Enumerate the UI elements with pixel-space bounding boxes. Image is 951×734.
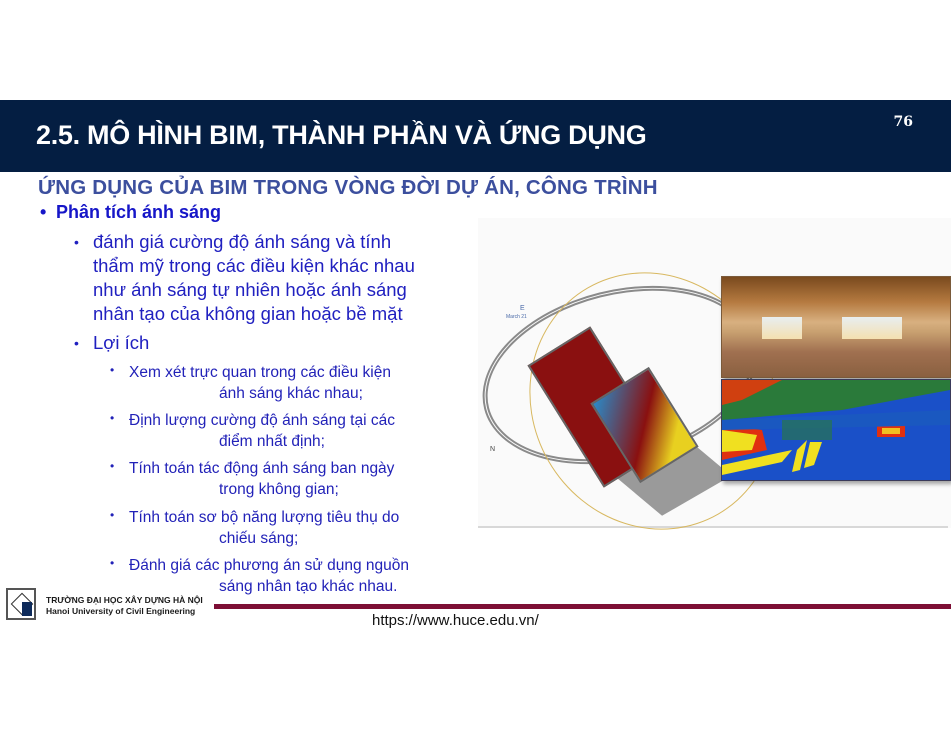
interior-render-image [721, 276, 951, 378]
date-label: March 21 [506, 314, 527, 320]
bullet-icon: • [74, 234, 79, 250]
benefit-text-cont: ánh sáng khác nhau; [219, 385, 363, 402]
university-name-en: Hanoi University of Civil Engineering [46, 606, 196, 616]
east-label: E [520, 305, 525, 312]
description-line: đánh giá cường độ ánh sáng và tính [93, 231, 392, 252]
benefits-heading: Lợi ích [93, 332, 150, 353]
figure-divider [478, 526, 948, 528]
page-number: 76 [893, 114, 913, 130]
benefit-text: Tính toán sơ bộ năng lượng tiêu thụ do [129, 509, 400, 526]
description-line: nhân tạo của không gian hoặc bề mặt [93, 303, 403, 324]
benefit-item [110, 458, 460, 500]
bullet-level2-description [74, 230, 415, 326]
bullet-level2-benefits [74, 331, 149, 355]
benefit-text-cont: trong không gian; [219, 481, 339, 498]
benefit-item [110, 507, 460, 549]
window-glare [842, 317, 902, 339]
footer-url-link[interactable]: https://www.huce.edu.vn/ [372, 612, 539, 629]
footer-bar [214, 604, 951, 609]
bullet-icon: • [40, 202, 47, 222]
description-line: thẩm mỹ trong các điều kiện khác nhau [93, 255, 415, 276]
bullet-icon: • [110, 363, 115, 377]
bullet-icon: • [74, 335, 79, 351]
benefit-text: Đánh giá các phương án sử dụng nguồn [129, 557, 409, 574]
window-glare [762, 317, 802, 339]
university-logo [6, 588, 36, 620]
benefit-item [110, 410, 460, 452]
benefit-item [110, 362, 460, 404]
benefit-text: Tính toán tác động ánh sáng ban ngày [129, 460, 395, 477]
bullet-icon: • [110, 508, 115, 522]
benefit-text: Định lượng cường độ ánh sáng tại các [129, 412, 395, 429]
slide-header [0, 100, 951, 172]
university-name-vn: TRƯỜNG ĐẠI HỌC XÂY DỰNG HÀ NỘI [46, 595, 203, 605]
bullet-icon: • [110, 459, 115, 473]
bullet-level1-text: Phân tích ánh sáng [56, 202, 222, 222]
benefit-text-cont: chiếu sáng; [219, 530, 299, 547]
benefit-text: Xem xét trực quan trong các điều kiện [129, 364, 391, 381]
slide-title: 2.5. MÔ HÌNH BIM, THÀNH PHẦN VÀ ỨNG DỤNG [36, 120, 647, 150]
benefit-item [110, 555, 460, 597]
logo-corner [22, 602, 32, 616]
bullet-icon: • [110, 411, 115, 425]
bullet-level1 [40, 202, 221, 223]
benefit-text-cont: điểm nhất định; [219, 433, 325, 450]
illuminance-map-image [721, 379, 951, 481]
benefit-text-cont: sáng nhân tạo khác nhau. [219, 578, 398, 595]
section-subtitle: ỨNG DỤNG CỦA BIM TRONG VÒNG ĐỜI DỰ ÁN, CÔNG TRÌNH [38, 176, 658, 199]
description-line: như ánh sáng tự nhiên hoặc ánh sáng [93, 279, 407, 300]
north-label: N [490, 446, 496, 453]
false-color-map-icon [722, 380, 950, 480]
bullet-icon: • [110, 556, 115, 570]
